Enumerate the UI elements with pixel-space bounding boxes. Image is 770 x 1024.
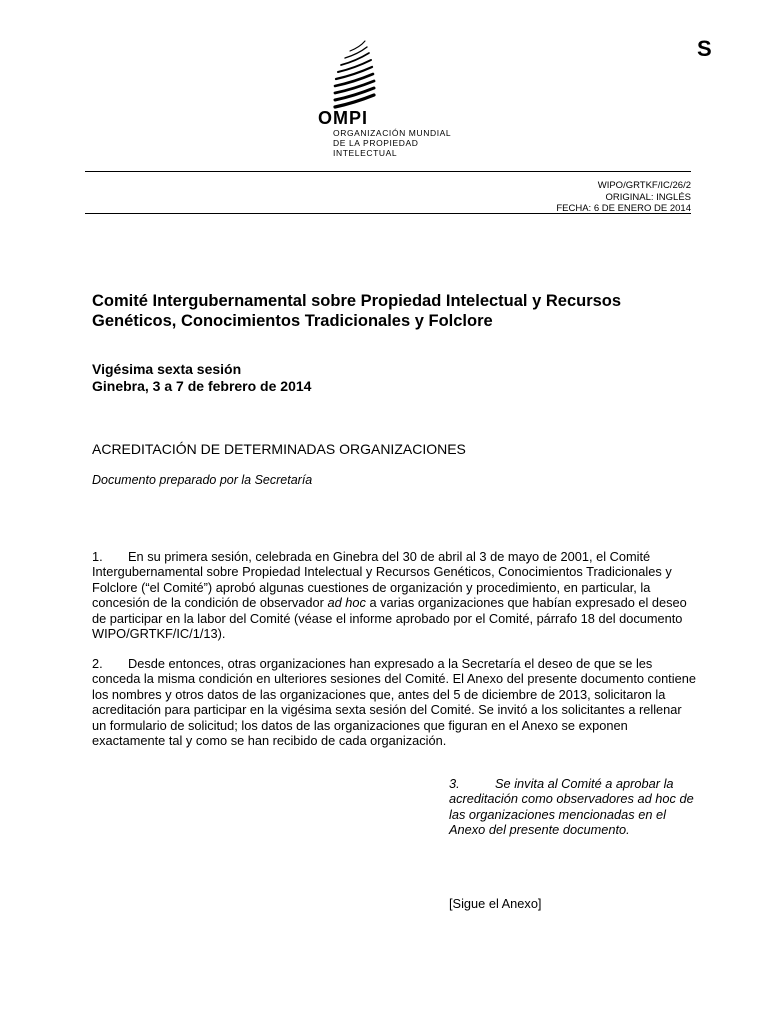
paragraph-1 — [92, 549, 696, 641]
paragraph-3-decision — [449, 776, 699, 838]
document-date: FECHA: 6 DE ENERO DE 2014 — [556, 203, 691, 214]
logo-subtitle-line: ORGANIZACIÓN MUNDIAL — [333, 128, 452, 138]
paragraph-text: a varias organizaciones que habían expresado el deseo de participar en la labor del Comité (véase el informe aprobado por el Comité, párrafo 18 del documento WIPO/GRTKF/IC/1/13). — [92, 595, 687, 642]
logo-subtitle-line: DE LA PROPIEDAD — [333, 138, 419, 148]
language-code: S — [697, 36, 712, 61]
session-place-dates: Ginebra, 3 a 7 de febrero de 2014 — [92, 378, 312, 394]
paragraph-number: 1. — [92, 549, 103, 564]
document-heading: ACREDITACIÓN DE DETERMINADAS ORGANIZACIONES — [92, 441, 466, 457]
paragraph-text: Desde entonces, otras organizaciones han expresado a la Secretaría el deseo de que se les conceda la misma condición en ulteriores sesiones del Comité. El Anexo del presente documento contiene los nombres y otros datos de las organizaciones que, antes del 5 de diciembre de 2013, solicitaron la acreditación para participar en la vigésima sexta sesión del Comité. Se invitó a los solicitantes a rellenar un formulario de solicitud; los datos de las organizaciones que figuran en el Anexo se exponen exactamente tal y como se han recibido de cada organización. — [92, 656, 696, 749]
prepared-by: Documento preparado por la Secretaría — [92, 473, 313, 487]
document-original-language: ORIGINAL: INGLÉS — [605, 191, 691, 203]
paragraph-number: 2. — [92, 656, 103, 671]
logo-subtitle — [333, 128, 451, 158]
annex-follows-note: [Sigue el Anexo] — [449, 896, 542, 911]
paragraph-text: En su primera sesión, celebrada en Ginebra del 30 de abril al 3 de mayo de 2001, el Comité Intergubernamental sobre Propiedad Intelectual y Recursos Genéticos, Conocimientos Tradicionales y Folclore (“el Comité”) aprobó algunas cuestiones de organización y procedimiento, en particular, la concesión de la condición de observador — [92, 549, 672, 611]
paragraph-emphasis: ad hoc — [327, 595, 366, 611]
committee-title: Comité Intergubernamental sobre Propiedad Intelectual y Recursos Genéticos, Conocimientos Tradicionales y Folclore — [92, 292, 622, 330]
logo-subtitle-line: INTELECTUAL — [333, 148, 398, 158]
session-name: Vigésima sexta sesión — [92, 361, 242, 377]
session-info — [92, 361, 311, 395]
paragraph-2 — [92, 656, 696, 748]
header-divider-bottom — [85, 213, 691, 214]
paragraph-text: Se invita al Comité a aprobar la acreditación como observadores ad hoc de las organizaciones mencionadas en el Anexo del presente documento. — [449, 776, 694, 838]
paragraph-number: 3. — [449, 776, 460, 791]
header-divider-top — [85, 171, 691, 172]
logo-name: OMPI — [318, 108, 369, 128]
document-reference — [556, 180, 691, 215]
wipo-logo-icon — [332, 37, 380, 115]
document-symbol: WIPO/GRTKF/IC/26/2 — [597, 180, 691, 191]
